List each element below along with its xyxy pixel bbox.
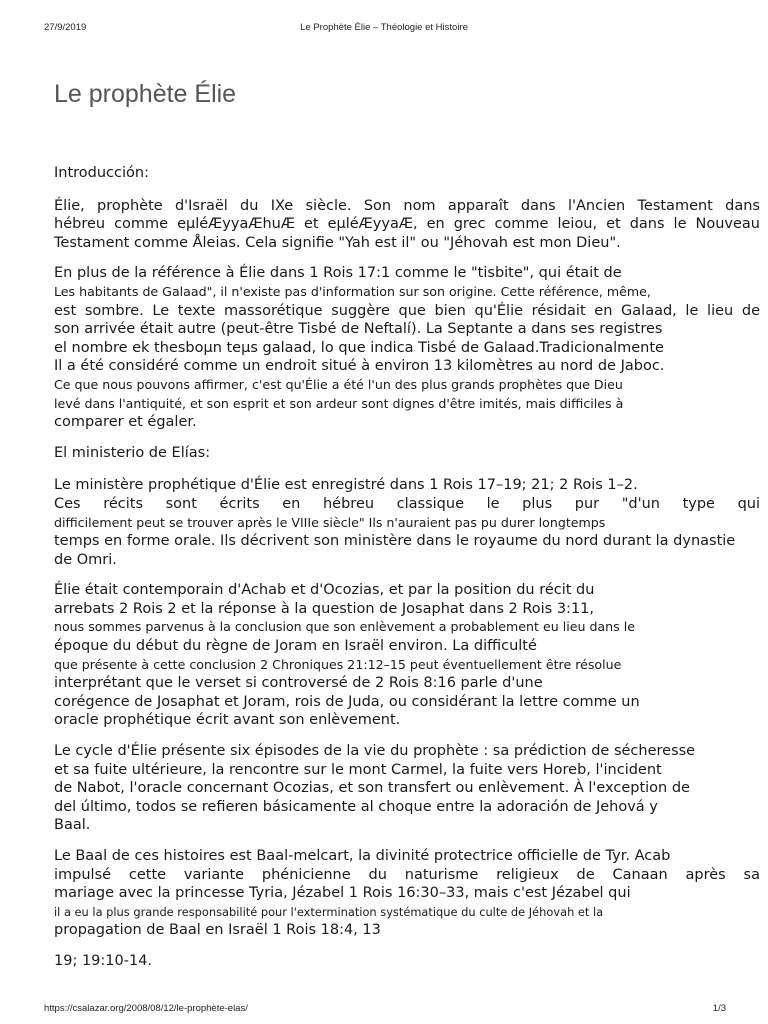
paragraph: En plus de la référence à Élie dans 1 Rois 17:1 comme le "tisbite", qui était de Les habitants de Galaad", il n'existe pas d'information sur son origine. Cette référence, même, est sombre. Le texte massorétique suggère que bien qu'Élie résidait en Galaad, le lieu de son arrivée était autre (peut-être Tisbé de Neftalí). La Septante a dans ses registres el nombre ek thesboμn teμs galaad, lo que indica Tisbé de Galaad.Tradicionalmente Il a été considéré comme un endroit situé à environ 13 kilomètres au nord de Jaboc. Ce que nous pouvons affirmer, c'est qu'Élie a été l'un des plus grands prophètes que Dieu levé dans l'antiquité, et son esprit et son ardeur sont dignes d'être imités, mais difficiles à comparer et égaler. <box>54 265 760 431</box>
section-heading-ministry: El ministerio de Elías: <box>54 444 211 461</box>
page-footer <box>0 1003 768 1017</box>
paragraph: 19; 19:10-14. <box>54 952 153 969</box>
paragraph: Le ministère prophétique d'Élie est enregistré dans 1 Rois 17–19; 21; 2 Rois 1–2. Ces récits sont écrits en hébreu classique le plus pur "d'un type qui difficilement peut se trouver après le VIIIe siècle" Ils n'auraient pas pu durer longtemps temps en forme orale. Ils décrivent son ministère dans le royaume du nord durant la dynastie de Omri. <box>54 477 760 568</box>
paragraph: Le cycle d'Élie présente six épisodes de la vie du prophète : sa prédiction de sécheresse et sa fuite ultérieure, la rencontre sur le mont Carmel, la fuite vers Horeb, l'incident de Nabot, l'oracle concernant Ocozias, et son transfert ou enlèvement. À l'exception de del último, todos se refieren básicamente al choque entre la adoración de Jehová y Baal. <box>54 743 696 834</box>
paragraph: Élie était contemporain d'Achab et d'Ocozias, et par la position du récit du arrebats 2 Rois 2 et la réponse à la question de Josaphat dans 2 Rois 3:11, nous sommes parvenus à la conclusion que son enlèvement a probablement eu lieu dans le époque du début du règne de Joram en Israël environ. La difficulté que présente à cette conclusion 2 Chroniques 21:12–15 peut éventuellement être résolue interprétant que le verset si controversé de 2 Rois 8:16 parle d'une corégence de Josaphat et Joram, rois de Juda, ou considérant la lettre comme un oracle prophétique écrit avant son enlèvement. <box>54 582 640 729</box>
section-heading-intro: Introducción: <box>54 165 149 181</box>
source-url: https://csalazar.org/2008/08/12/le-prophète-elas/ <box>44 1003 248 1014</box>
paragraph: Élie, prophète d'Israël du IXe siècle. Son nom apparaît dans l'Ancien Testament dans hébreu comme eμléÆyyaÆhuÆ et eμléÆyyaÆ, en grec comme leiou, et dans le Nouveau Testament comme Åleias. Cela signifie "Yah est il" ou "Jéhovah est mon Dieu". <box>54 197 760 251</box>
article-body <box>54 164 760 983</box>
paragraph: Le Baal de ces histoires est Baal-melcart, la divinité protectrice officielle de Tyr. Acab impulsé cette variante phénicienne du naturisme religieux de Canaan après sa mariage avec la princesse Tyria, Jézabel 1 Rois 16:30–33, mais c'est Jézabel qui il a eu la plus grande responsabilité pour l'extermination systématique du culte de Jéhovah et la propagation de Baal en Israël 1 Rois 18:4, 13 <box>54 848 760 939</box>
article-title: Le prophète Élie <box>54 80 237 108</box>
page-number: 1/3 <box>712 1003 726 1014</box>
page-header-title: Le Prophète Élie – Théologie et Histoire <box>300 22 468 33</box>
print-date: 27/9/2019 <box>44 22 87 33</box>
page-header <box>0 22 768 36</box>
